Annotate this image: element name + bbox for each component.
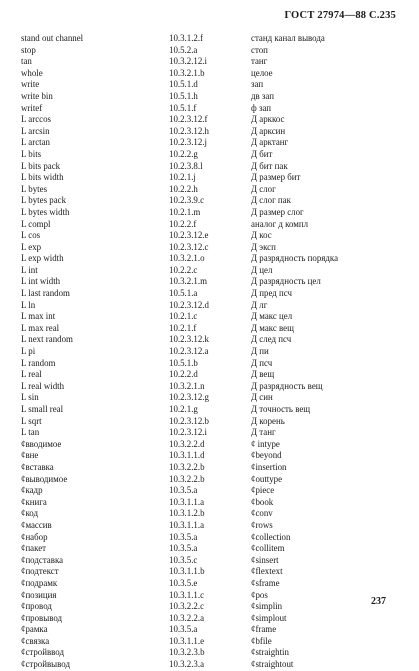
section-ref: 10.3.1.2.b bbox=[169, 508, 205, 519]
english-term: stand out channel bbox=[21, 33, 84, 43]
index-row bbox=[21, 288, 401, 300]
english-term: L tan bbox=[21, 427, 40, 438]
russian-term: Д разрядность порядка bbox=[251, 253, 339, 264]
english-term: ¢провод bbox=[21, 601, 52, 612]
index-row bbox=[21, 613, 401, 625]
english-term: L pi bbox=[21, 346, 36, 357]
index-row bbox=[21, 172, 401, 184]
russian-term: зап bbox=[251, 79, 264, 90]
section-ref: 10.3.5.e bbox=[169, 577, 198, 588]
index-row bbox=[21, 184, 401, 196]
russian-term: ¢frame bbox=[251, 624, 277, 635]
russian-term: Д точность вещ bbox=[251, 404, 311, 414]
index-row bbox=[21, 79, 401, 91]
index-row bbox=[21, 566, 401, 578]
english-term: L max real bbox=[21, 322, 60, 333]
russian-term: Д лг bbox=[251, 299, 268, 310]
section-ref: 10.3.2.2.b bbox=[169, 473, 205, 484]
section-ref: 10.5.1.a bbox=[169, 288, 198, 299]
russian-term: станд канал вывода bbox=[251, 33, 325, 43]
english-term: ¢набор bbox=[21, 531, 48, 542]
russian-term: ф зап bbox=[251, 102, 272, 113]
english-term: L int bbox=[21, 264, 38, 275]
english-term: ¢вставка bbox=[21, 461, 54, 472]
section-ref: 10.3.2.3.b bbox=[169, 647, 205, 658]
section-ref: 10.3.5.a bbox=[169, 624, 198, 635]
index-row bbox=[21, 33, 401, 45]
english-term: ¢книга bbox=[21, 496, 47, 507]
english-term: ¢провывод bbox=[21, 612, 63, 623]
index-table bbox=[21, 33, 401, 671]
index-row bbox=[21, 659, 401, 671]
index-row bbox=[21, 485, 401, 497]
english-term: L bytes bbox=[21, 183, 48, 194]
russian-term: ¢book bbox=[251, 496, 274, 507]
section-ref: 10.2.1.c bbox=[169, 311, 198, 322]
russian-term: Д размер бит bbox=[251, 172, 301, 183]
english-term: L random bbox=[21, 357, 56, 368]
russian-term: Д танг bbox=[251, 427, 276, 438]
section-ref: 10.2.1.f bbox=[169, 322, 197, 333]
section-ref: 10.2.2.d bbox=[169, 369, 198, 380]
index-row bbox=[21, 253, 401, 265]
english-term: L exp width bbox=[21, 253, 64, 264]
russian-term: ¢insertion bbox=[251, 461, 287, 472]
russian-term: аналог д компл bbox=[251, 218, 309, 229]
section-ref: 10.3.2.2.d bbox=[169, 438, 205, 449]
russian-term: стоп bbox=[251, 44, 268, 55]
section-ref: 10.3.2.1.n bbox=[169, 380, 205, 391]
section-ref: 10.2.3.12.e bbox=[169, 230, 209, 241]
english-term: L bytes pack bbox=[21, 195, 67, 206]
russian-term: Д арксин bbox=[251, 125, 286, 136]
russian-term: ¢straightout bbox=[251, 659, 294, 670]
russian-term: Д арккос bbox=[251, 114, 285, 125]
russian-term: Д син bbox=[251, 392, 273, 403]
russian-term: ¢sframe bbox=[251, 577, 280, 588]
index-row bbox=[21, 126, 401, 138]
russian-term: Д размер слог bbox=[251, 206, 304, 217]
section-ref: 10.3.2.2.c bbox=[169, 601, 205, 612]
section-ref: 10.3.1.1.b bbox=[169, 566, 205, 577]
index-row bbox=[21, 161, 401, 173]
index-row bbox=[21, 91, 401, 103]
section-ref: 10.2.3.12.f bbox=[169, 114, 208, 125]
english-term: ¢пакет bbox=[21, 543, 47, 554]
english-term: ¢стройввод bbox=[21, 647, 65, 658]
section-ref: 10.3.1.1.e bbox=[169, 635, 205, 646]
russian-term: ¢conv bbox=[251, 508, 273, 519]
russian-term: Д псч bbox=[251, 357, 273, 368]
russian-term: ¢beyond bbox=[251, 450, 282, 461]
english-term: ¢вводимое bbox=[21, 438, 62, 449]
index-row bbox=[21, 149, 401, 161]
section-ref: 10.5.1.f bbox=[169, 102, 197, 113]
index-row bbox=[21, 578, 401, 590]
index-table-body bbox=[21, 33, 401, 671]
english-term: L real bbox=[21, 369, 42, 380]
russian-term: ¢ intype bbox=[251, 438, 280, 449]
section-ref: 10.2.3.12.d bbox=[169, 299, 209, 310]
section-ref: 10.2.3.12.b bbox=[169, 415, 209, 426]
index-row bbox=[21, 520, 401, 532]
english-term: ¢стройвывод bbox=[21, 659, 70, 670]
index-row bbox=[21, 45, 401, 57]
section-ref: 10.2.3.12.j bbox=[169, 137, 207, 148]
index-row bbox=[21, 450, 401, 462]
index-row bbox=[21, 392, 401, 404]
russian-term: Д макс цел bbox=[251, 311, 293, 322]
index-row bbox=[21, 590, 401, 602]
index-row bbox=[21, 265, 401, 277]
index-row bbox=[21, 300, 401, 312]
english-term: writef bbox=[21, 102, 43, 113]
english-term: L arctan bbox=[21, 137, 50, 148]
index-row bbox=[21, 137, 401, 149]
index-row bbox=[21, 230, 401, 242]
english-term: L ln bbox=[21, 299, 36, 310]
english-term: stop bbox=[21, 44, 36, 55]
section-ref: 10.3.5.a bbox=[169, 543, 198, 554]
page-header: ГОСТ 27974—88 С.235 bbox=[284, 10, 396, 21]
russian-term: ¢collitem bbox=[251, 543, 285, 554]
section-ref: 10.2.3.12.c bbox=[169, 241, 209, 252]
section-ref: 10.3.1.1.c bbox=[169, 589, 205, 600]
russian-term: ¢bfile bbox=[251, 635, 272, 646]
index-row bbox=[21, 242, 401, 254]
russian-term: Д арктанг bbox=[251, 137, 289, 148]
english-term: ¢массив bbox=[21, 519, 52, 530]
section-ref: 10.3.2.3.a bbox=[169, 659, 205, 670]
russian-term: дв зап bbox=[251, 90, 275, 101]
russian-term: Д бит пак bbox=[251, 160, 288, 171]
russian-term: Д цел bbox=[251, 264, 273, 275]
section-ref: 10.2.3.12.k bbox=[169, 334, 209, 345]
section-ref: 10.2.1.m bbox=[169, 206, 201, 217]
section-ref: 10.3.1.1.d bbox=[169, 450, 205, 461]
english-term: ¢подставка bbox=[21, 554, 64, 565]
english-term: ¢позиция bbox=[21, 589, 57, 600]
index-row bbox=[21, 474, 401, 486]
section-ref: 10.2.1.j bbox=[169, 172, 196, 183]
section-ref: 10.2.3.12.g bbox=[169, 392, 209, 403]
russian-term: Д слог bbox=[251, 183, 276, 194]
russian-term: ¢rows bbox=[251, 519, 273, 530]
english-term: L arcsin bbox=[21, 125, 50, 136]
section-ref: 10.2.3.9.c bbox=[169, 195, 205, 206]
index-row bbox=[21, 195, 401, 207]
section-ref: 10.2.3.8.l bbox=[169, 160, 203, 171]
russian-term: Д разрядность вещ bbox=[251, 380, 323, 391]
russian-term: ¢pos bbox=[251, 589, 268, 600]
section-ref: 10.2.2.g bbox=[169, 148, 198, 159]
index-row bbox=[21, 311, 401, 323]
russian-term: Д слог пак bbox=[251, 195, 291, 206]
russian-term: Д эксп bbox=[251, 241, 276, 252]
index-row bbox=[21, 56, 401, 68]
section-ref: 10.3.2.2.b bbox=[169, 461, 205, 472]
index-row bbox=[21, 114, 401, 126]
index-row bbox=[21, 207, 401, 219]
russian-term: Д разрядность цел bbox=[251, 276, 321, 287]
english-term: L cos bbox=[21, 230, 41, 241]
section-ref: 10.2.2.f bbox=[169, 218, 197, 229]
russian-term: Д кос bbox=[251, 230, 272, 241]
russian-term: ¢collection bbox=[251, 531, 291, 542]
section-ref: 10.3.5.c bbox=[169, 554, 198, 565]
russian-term: ¢simplout bbox=[251, 612, 287, 623]
russian-term: ¢piece bbox=[251, 485, 275, 496]
section-ref: 10.2.3.12.a bbox=[169, 346, 209, 357]
section-ref: 10.3.2.2.a bbox=[169, 612, 205, 623]
index-row bbox=[21, 497, 401, 509]
index-row bbox=[21, 624, 401, 636]
english-term: ¢код bbox=[21, 508, 38, 519]
english-term: L exp bbox=[21, 241, 42, 252]
section-ref: 10.5.1.h bbox=[169, 90, 198, 101]
page-number: 237 bbox=[371, 596, 386, 607]
english-term: L small real bbox=[21, 404, 64, 414]
section-ref: 10.3.5.a bbox=[169, 531, 198, 542]
section-ref: 10.2.2.h bbox=[169, 183, 198, 194]
section-ref: 10.3.5.a bbox=[169, 485, 198, 496]
russian-term: Д пред псч bbox=[251, 288, 292, 299]
index-row bbox=[21, 68, 401, 80]
russian-term: Д пи bbox=[251, 346, 269, 357]
russian-term: целое bbox=[251, 67, 273, 78]
index-row bbox=[21, 381, 401, 393]
english-term: L last random bbox=[21, 288, 70, 299]
russian-term: Д бит bbox=[251, 148, 273, 159]
index-row bbox=[21, 323, 401, 335]
section-ref: 10.3.1.1.a bbox=[169, 496, 205, 507]
english-term: ¢выводимое bbox=[21, 473, 68, 484]
index-row bbox=[21, 439, 401, 451]
section-ref: 10.3.2.1.m bbox=[169, 276, 207, 287]
russian-term: ¢simplin bbox=[251, 601, 283, 612]
index-row bbox=[21, 369, 401, 381]
section-ref: 10.3.2.1.b bbox=[169, 67, 205, 78]
english-term: L int width bbox=[21, 276, 61, 287]
english-term: ¢кадр bbox=[21, 485, 43, 496]
section-ref: 10.3.1.2.f bbox=[169, 33, 204, 43]
russian-term: Д макс вещ bbox=[251, 322, 294, 333]
english-term: L sin bbox=[21, 392, 39, 403]
index-row bbox=[21, 532, 401, 544]
english-term: L bytes width bbox=[21, 206, 70, 217]
russian-term: ¢flextext bbox=[251, 566, 283, 577]
index-row bbox=[21, 555, 401, 567]
russian-term: ¢outtype bbox=[251, 473, 283, 484]
index-row bbox=[21, 276, 401, 288]
english-term: ¢вне bbox=[21, 450, 39, 461]
russian-term: ¢straightin bbox=[251, 647, 289, 658]
english-term: L max int bbox=[21, 311, 56, 322]
index-row bbox=[21, 404, 401, 416]
index-row bbox=[21, 103, 401, 115]
index-row bbox=[21, 508, 401, 520]
index-row bbox=[21, 358, 401, 370]
index-row bbox=[21, 601, 401, 613]
section-ref: 10.5.1.d bbox=[169, 79, 198, 90]
index-row bbox=[21, 334, 401, 346]
index-row bbox=[21, 647, 401, 659]
english-term: ¢подрамк bbox=[21, 577, 58, 588]
english-term: L compl bbox=[21, 218, 51, 229]
english-term: L bits pack bbox=[21, 160, 61, 171]
russian-term: танг bbox=[251, 56, 268, 67]
english-term: L real width bbox=[21, 380, 65, 391]
english-term: write bbox=[21, 79, 40, 90]
section-ref: 10.5.1.b bbox=[169, 357, 198, 368]
section-ref: 10.3.1.1.a bbox=[169, 519, 205, 530]
english-term: L bits bbox=[21, 148, 42, 159]
english-term: L bits width bbox=[21, 172, 64, 183]
english-term: write bin bbox=[21, 90, 53, 101]
section-ref: 10.2.3.12.h bbox=[169, 125, 209, 136]
index-row bbox=[21, 427, 401, 439]
section-ref: 10.5.2.a bbox=[169, 44, 198, 55]
section-ref: 10.2.2.c bbox=[169, 264, 198, 275]
russian-term: ¢sinsert bbox=[251, 554, 279, 565]
english-term: ¢подтекст bbox=[21, 566, 59, 577]
section-ref: 10.3.2.1.o bbox=[169, 253, 205, 264]
index-row bbox=[21, 416, 401, 428]
russian-term: Д след псч bbox=[251, 334, 292, 345]
index-row bbox=[21, 543, 401, 555]
index-row bbox=[21, 219, 401, 231]
index-row bbox=[21, 346, 401, 358]
english-term: L next random bbox=[21, 334, 73, 345]
english-term: L sqrt bbox=[21, 415, 42, 426]
english-term: L arccos bbox=[21, 114, 51, 125]
english-term: tan bbox=[21, 56, 32, 67]
section-ref: 10.3.2.12.i bbox=[169, 56, 207, 67]
section-ref: 10.2.1.g bbox=[169, 404, 198, 414]
section-ref: 10.2.3.12.i bbox=[169, 427, 207, 438]
russian-term: Д корень bbox=[251, 415, 285, 426]
index-row bbox=[21, 462, 401, 474]
russian-term: Д вещ bbox=[251, 369, 275, 380]
english-term: ¢рамка bbox=[21, 624, 48, 635]
english-term: ¢связка bbox=[21, 635, 50, 646]
english-term: whole bbox=[21, 67, 43, 78]
